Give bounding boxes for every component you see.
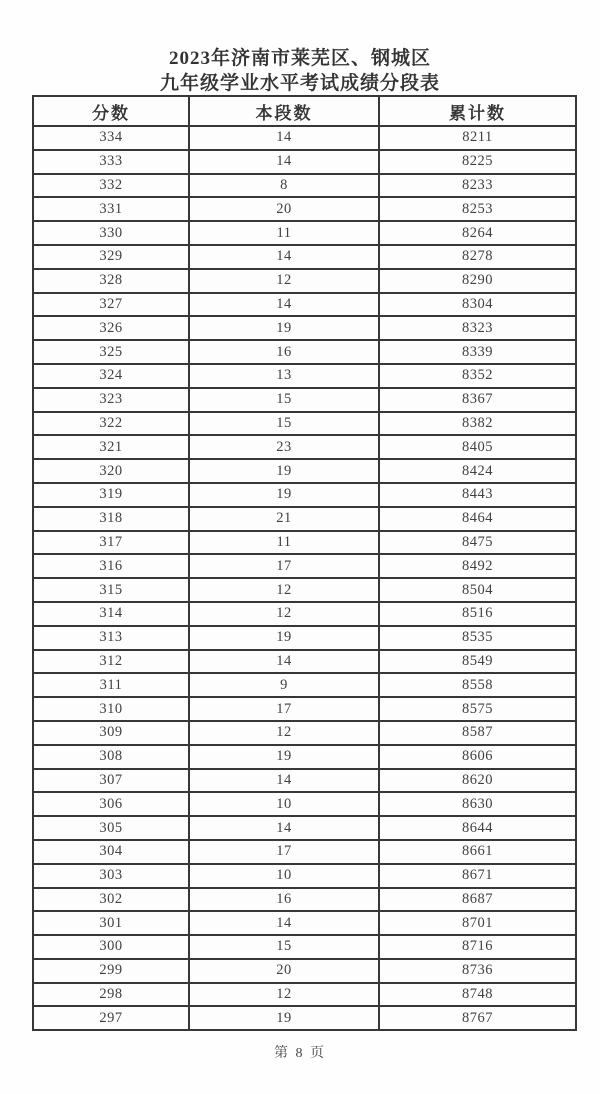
table-row <box>33 388 576 412</box>
table-cell: 12 <box>189 269 379 293</box>
table-cell: 17 <box>189 840 379 864</box>
table-cell: 20 <box>189 197 379 221</box>
table-cell: 12 <box>189 983 379 1007</box>
table-cell: 8339 <box>379 340 576 364</box>
score-distribution-table <box>32 95 577 1031</box>
table-cell: 8424 <box>379 459 576 483</box>
table-cell: 8492 <box>379 554 576 578</box>
table-row <box>33 459 576 483</box>
table-cell: 316 <box>33 554 189 578</box>
table-cell: 19 <box>189 1006 379 1030</box>
table-cell: 324 <box>33 364 189 388</box>
table-cell: 8352 <box>379 364 576 388</box>
table-cell: 11 <box>189 221 379 245</box>
table-row <box>33 269 576 293</box>
table-cell: 327 <box>33 293 189 317</box>
table-cell: 307 <box>33 769 189 793</box>
table-cell: 8587 <box>379 721 576 745</box>
table-cell: 14 <box>189 650 379 674</box>
table-cell: 298 <box>33 983 189 1007</box>
table-cell: 310 <box>33 697 189 721</box>
table-row <box>33 507 576 531</box>
table-cell: 19 <box>189 459 379 483</box>
table-row <box>33 483 576 507</box>
table-row <box>33 435 576 459</box>
table-cell: 320 <box>33 459 189 483</box>
table-cell: 8304 <box>379 293 576 317</box>
table-cell: 8 <box>189 174 379 198</box>
table-cell: 10 <box>189 792 379 816</box>
table-row <box>33 316 576 340</box>
table-cell: 319 <box>33 483 189 507</box>
table-cell: 10 <box>189 864 379 888</box>
table-row <box>33 673 576 697</box>
table-cell: 301 <box>33 911 189 935</box>
table-row <box>33 578 576 602</box>
table-cell: 8516 <box>379 602 576 626</box>
table-cell: 302 <box>33 888 189 912</box>
table-cell: 19 <box>189 626 379 650</box>
table-cell: 331 <box>33 197 189 221</box>
table-cell: 8290 <box>379 269 576 293</box>
table-cell: 323 <box>33 388 189 412</box>
table-cell: 8575 <box>379 697 576 721</box>
table-cell: 8264 <box>379 221 576 245</box>
table-cell: 305 <box>33 816 189 840</box>
table-row <box>33 412 576 436</box>
table-row <box>33 697 576 721</box>
table-row <box>33 531 576 555</box>
table-cell: 23 <box>189 435 379 459</box>
table-cell: 9 <box>189 673 379 697</box>
table-row <box>33 221 576 245</box>
table-cell: 329 <box>33 245 189 269</box>
table-row <box>33 126 576 150</box>
table-cell: 8443 <box>379 483 576 507</box>
table-cell: 19 <box>189 483 379 507</box>
table-cell: 8736 <box>379 959 576 983</box>
table-cell: 315 <box>33 578 189 602</box>
table-cell: 14 <box>189 245 379 269</box>
table-row <box>33 364 576 388</box>
table-cell: 16 <box>189 340 379 364</box>
table-row <box>33 340 576 364</box>
table-row <box>33 554 576 578</box>
table-cell: 332 <box>33 174 189 198</box>
table-cell: 8606 <box>379 745 576 769</box>
table-cell: 14 <box>189 126 379 150</box>
table-row <box>33 745 576 769</box>
header-segment-count: 本段数 <box>189 96 379 126</box>
table-cell: 8211 <box>379 126 576 150</box>
table-cell: 306 <box>33 792 189 816</box>
table-cell: 14 <box>189 150 379 174</box>
table-cell: 333 <box>33 150 189 174</box>
header-cumulative-count: 累计数 <box>379 96 576 126</box>
table-row <box>33 602 576 626</box>
table-cell: 317 <box>33 531 189 555</box>
table-cell: 15 <box>189 935 379 959</box>
table-cell: 297 <box>33 1006 189 1030</box>
table-row <box>33 935 576 959</box>
table-cell: 325 <box>33 340 189 364</box>
table-row <box>33 293 576 317</box>
document-title <box>0 46 600 96</box>
table-cell: 308 <box>33 745 189 769</box>
table-cell: 8382 <box>379 412 576 436</box>
table-cell: 8464 <box>379 507 576 531</box>
table-cell: 14 <box>189 769 379 793</box>
table-cell: 14 <box>189 816 379 840</box>
table-cell: 8558 <box>379 673 576 697</box>
table-cell: 8549 <box>379 650 576 674</box>
table-cell: 314 <box>33 602 189 626</box>
title-line-1: 2023年济南市莱芜区、钢城区 <box>168 48 431 69</box>
table-cell: 8661 <box>379 840 576 864</box>
table-cell: 8233 <box>379 174 576 198</box>
table-cell: 8367 <box>379 388 576 412</box>
table-row <box>33 174 576 198</box>
table-header-row <box>33 96 576 126</box>
table-cell: 299 <box>33 959 189 983</box>
table-row <box>33 983 576 1007</box>
table-cell: 318 <box>33 507 189 531</box>
table-cell: 8630 <box>379 792 576 816</box>
header-score: 分数 <box>33 96 189 126</box>
table-row <box>33 721 576 745</box>
table-cell: 300 <box>33 935 189 959</box>
table-cell: 303 <box>33 864 189 888</box>
table-cell: 17 <box>189 697 379 721</box>
table-cell: 20 <box>189 959 379 983</box>
table-row <box>33 816 576 840</box>
table-cell: 15 <box>189 412 379 436</box>
table-cell: 328 <box>33 269 189 293</box>
table-cell: 311 <box>33 673 189 697</box>
table-row <box>33 911 576 935</box>
table-row <box>33 1006 576 1030</box>
table-cell: 8225 <box>379 150 576 174</box>
table-cell: 8535 <box>379 626 576 650</box>
table-row <box>33 150 576 174</box>
table-body <box>33 126 576 1030</box>
table-cell: 309 <box>33 721 189 745</box>
table-cell: 11 <box>189 531 379 555</box>
table-cell: 334 <box>33 126 189 150</box>
table-cell: 304 <box>33 840 189 864</box>
table-row <box>33 840 576 864</box>
table-cell: 321 <box>33 435 189 459</box>
table-row <box>33 888 576 912</box>
table-cell: 313 <box>33 626 189 650</box>
table-cell: 8767 <box>379 1006 576 1030</box>
table-cell: 312 <box>33 650 189 674</box>
table-row <box>33 245 576 269</box>
table-cell: 322 <box>33 412 189 436</box>
table-cell: 8701 <box>379 911 576 935</box>
table-cell: 12 <box>189 721 379 745</box>
table-cell: 8687 <box>379 888 576 912</box>
page-number: 第 8 页 <box>274 1046 326 1061</box>
table-row <box>33 626 576 650</box>
table-cell: 8716 <box>379 935 576 959</box>
table-cell: 8620 <box>379 769 576 793</box>
table-cell: 330 <box>33 221 189 245</box>
table-cell: 326 <box>33 316 189 340</box>
table-cell: 8671 <box>379 864 576 888</box>
table-cell: 8475 <box>379 531 576 555</box>
table-cell: 15 <box>189 388 379 412</box>
table-cell: 19 <box>189 745 379 769</box>
table-row <box>33 959 576 983</box>
table-row <box>33 197 576 221</box>
table-cell: 14 <box>189 911 379 935</box>
table-cell: 21 <box>189 507 379 531</box>
table-row <box>33 792 576 816</box>
table-cell: 13 <box>189 364 379 388</box>
table-cell: 8278 <box>379 245 576 269</box>
table-row <box>33 769 576 793</box>
table-row <box>33 864 576 888</box>
table-cell: 12 <box>189 578 379 602</box>
table-cell: 8405 <box>379 435 576 459</box>
table-cell: 14 <box>189 293 379 317</box>
table-cell: 16 <box>189 888 379 912</box>
table-cell: 8323 <box>379 316 576 340</box>
table-cell: 8644 <box>379 816 576 840</box>
table-cell: 12 <box>189 602 379 626</box>
table-cell: 17 <box>189 554 379 578</box>
table-cell: 19 <box>189 316 379 340</box>
table-cell: 8504 <box>379 578 576 602</box>
title-line-2: 九年级学业水平考试成绩分段表 <box>159 73 440 94</box>
table-cell: 8748 <box>379 983 576 1007</box>
table-cell: 8253 <box>379 197 576 221</box>
table-row <box>33 650 576 674</box>
